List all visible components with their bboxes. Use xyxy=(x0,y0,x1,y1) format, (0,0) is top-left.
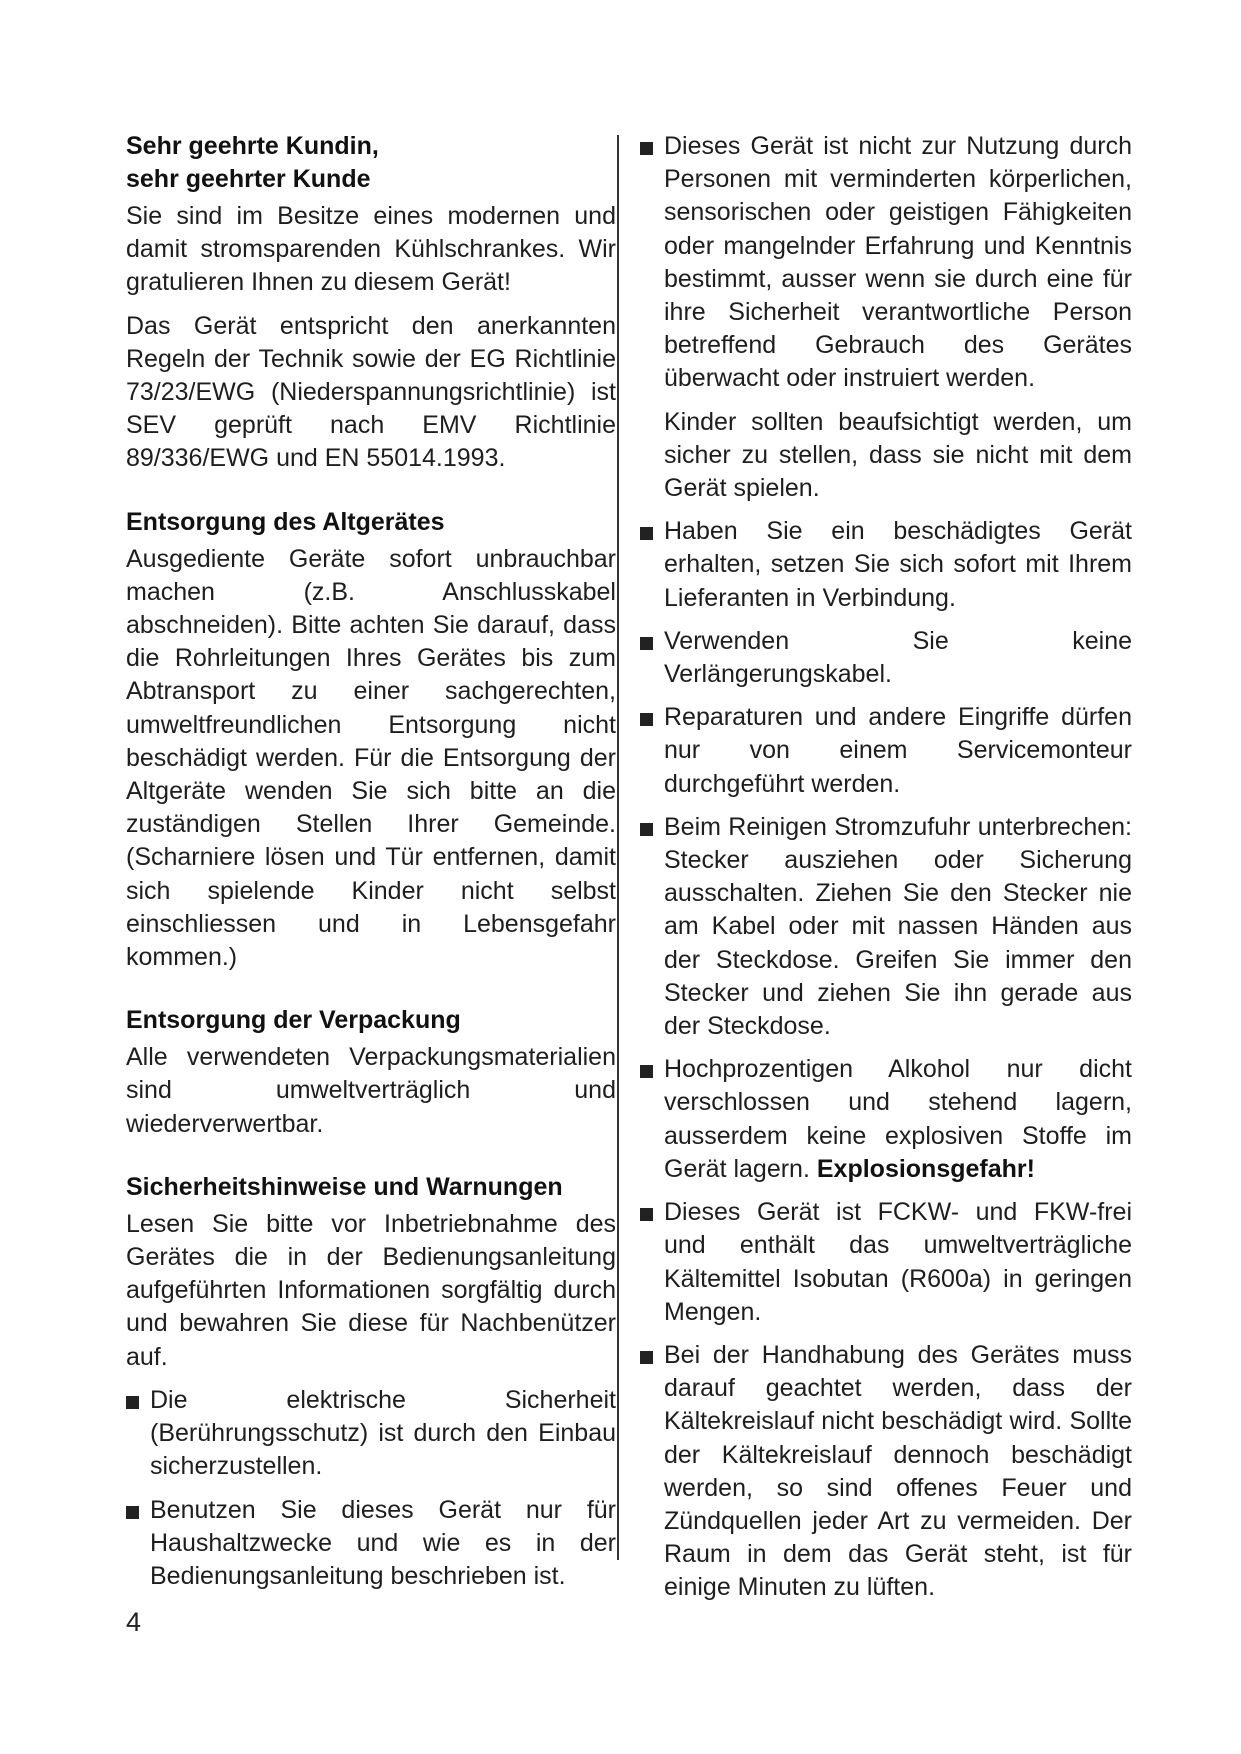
safety-text: Lesen Sie bitte vor Inbetriebnahme des Gerätes die in der Bedienungsanleitung aufgeführten Informationen sorgfältig durch und bewahren Sie diese für Nachbenützer auf. xyxy=(126,1209,616,1371)
bullet-electrical-safety: Die elektrische Sicherheit (Berührungsschutz) ist durch den Einbau sicherzustellen. xyxy=(126,1384,616,1484)
bullet-repairs: Reparaturen und andere Eingriffe dürfen nur von einem Servicemonteur durchgeführt werden. xyxy=(640,701,1132,801)
bullet-cfc-free: Dieses Gerät ist FCKW- und FKW-frei und enthält das umweltverträgliche Kältemittel Isobutan (R600a) in geringen Mengen. xyxy=(640,1196,1132,1329)
intro-paragraph-1: Sie sind im Besitze eines modernen und damit stromsparenden Kühlschrankes. Wir gratulieren Ihnen zu diesem Gerät! xyxy=(126,202,616,297)
safety-heading: Sicherheitshinweise und Warnungen xyxy=(126,1172,563,1201)
disposal-old-heading: Entsorgung des Altgerätes xyxy=(126,507,445,536)
bullet-not-for-persons: Dieses Gerät ist nicht zur Nutzung durch Personen mit verminderten körperlichen, sensorischen oder geistigen Fähigkeiten oder mangelnder Erfahrung und Kenntnis bestimmt, ausser wenn sie durch eine für ihre Sicherheit verantwortliche Person betreffend Gebrauch des Gerätes überwacht oder instruiert werden. xyxy=(640,130,1132,396)
right-column xyxy=(640,130,1132,1615)
disposal-old-text: Ausgediente Geräte sofort unbrauchbar machen (z.B. Anschlusskabel abschneiden). Bitte achten Sie darauf, dass die Rohrleitungen Ihres Gerätes bis zum Abtransport zu einer sachgerechten, umweltfreundlichen Entsorgung nicht beschädigt werden. Für die Entsorgung der Altgeräte wenden Sie sich bitte an die zuständigen Stellen Ihrer Gemeinde. (Scharniere lösen und Tür entfernen, damit sich spielende Kinder nicht selbst einschliessen und in Lebensgefahr kommen.) xyxy=(126,544,616,972)
greeting-heading xyxy=(126,130,616,196)
bullet-alcohol-storage xyxy=(640,1053,1132,1186)
children-supervision-text: Kinder sollten beaufsichtigt werden, um sicher zu stellen, dass sie nicht mit dem Gerät spielen. xyxy=(664,407,1132,503)
left-column xyxy=(126,130,616,1603)
alcohol-storage-text: Hochprozentigen Alkohol nur dicht verschlossen und stehend lagern, ausserdem keine explosiven Stoffe im Gerät lagern. xyxy=(664,1055,1132,1183)
bullet-refrigerant-circuit: Bei der Handhabung des Gerätes muss darauf geachtet werden, dass der Kältekreislauf nicht beschädigt wird. Sollte der Kältekreislauf dennoch beschädigt werden, so sind offenes Feuer und Zündquellen jeder Art zu vermeiden. Der Raum in dem das Gerät steht, ist für einige Minuten zu lüften. xyxy=(640,1339,1132,1605)
packaging-heading: Entsorgung der Verpackung xyxy=(126,1006,461,1035)
explosion-warning: Explosionsgefahr! xyxy=(816,1154,1035,1183)
bullet-damaged-device: Haben Sie ein beschädigtes Gerät erhalten, setzen Sie sich sofort mit Ihrem Lieferanten in Verbindung. xyxy=(640,515,1132,615)
greeting-line-2: sehr geehrter Kunde xyxy=(126,165,371,193)
bullet-cleaning: Beim Reinigen Stromzufuhr unterbrechen: Stecker ausziehen oder Sicherung ausschalten. Ziehen Sie den Stecker nie am Kabel oder mit nassen Händen aus der Steckdose. Greifen Sie immer den Stecker und ziehen Sie ihn gerade aus der Steckdose. xyxy=(640,811,1132,1043)
greeting-line-1: Sehr geehrte Kundin, xyxy=(126,132,379,160)
bullet-household-use: Benutzen Sie dieses Gerät nur für Haushaltzwecke und wie es in der Bedienungsanleitung beschrieben ist. xyxy=(126,1494,616,1594)
column-divider xyxy=(617,135,619,1560)
packaging-text: Alle verwendeten Verpackungsmaterialien sind umweltverträglich und wiederverwertbar. xyxy=(126,1043,616,1138)
bullet-no-extension-cable: Verwenden Sie keine Verlängerungskabel. xyxy=(640,625,1132,691)
intro-paragraph-2: Das Gerät entspricht den anerkannten Regeln der Technik sowie der EG Richtlinie 73/23/EWG (Niederspannungsrichtlinie) ist SEV geprüft nach EMV Richtlinie 89/336/EWG und EN 55014.1993. xyxy=(126,311,616,473)
page-number: 4 xyxy=(126,1607,142,1637)
